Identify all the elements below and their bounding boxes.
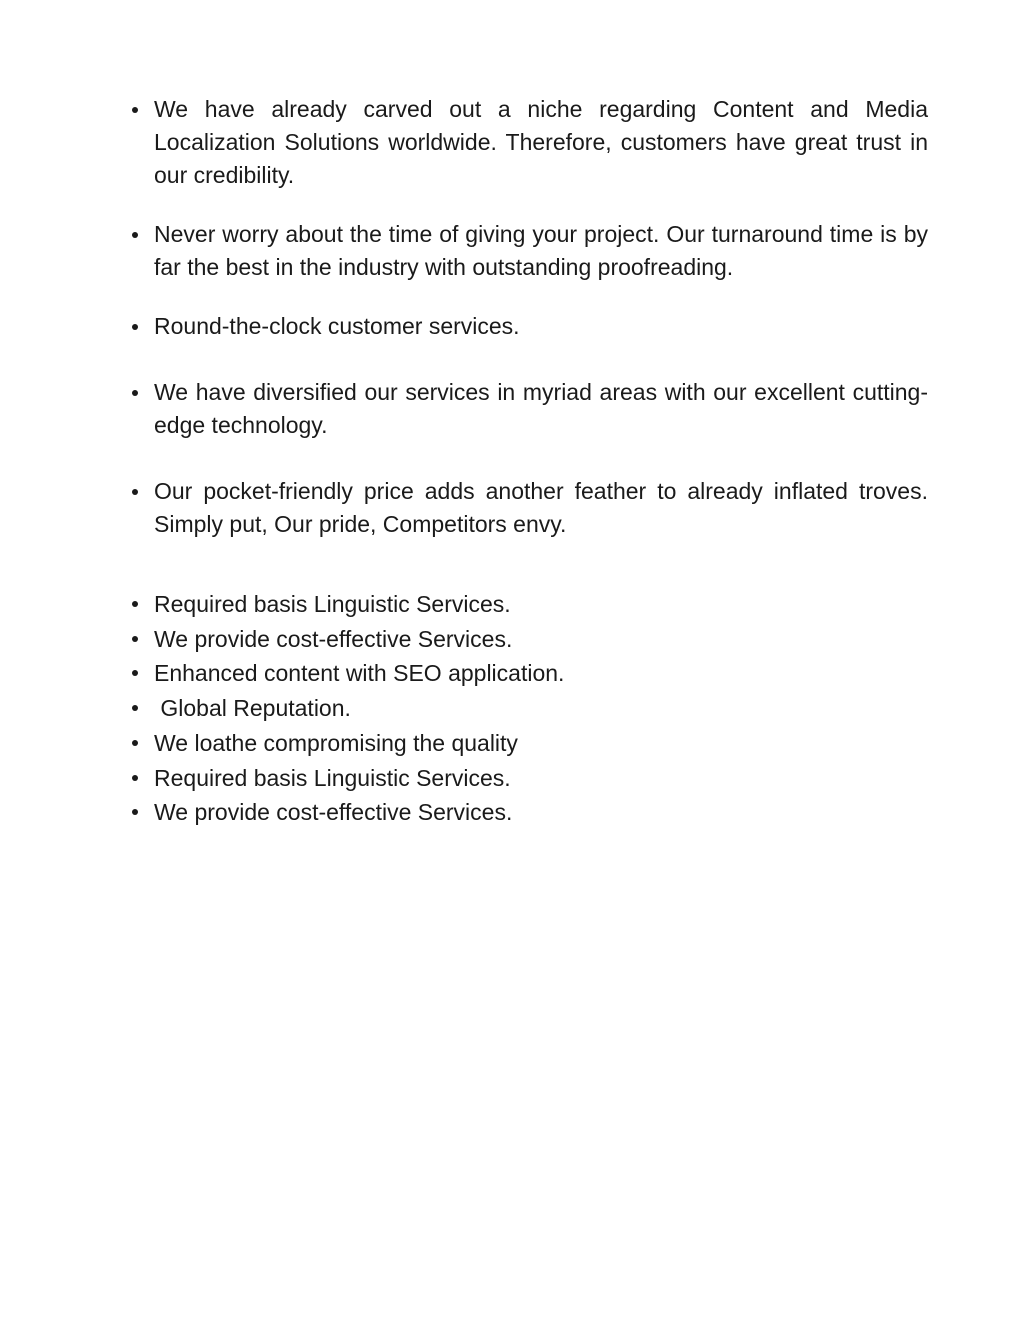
bullet-icon — [132, 809, 138, 815]
list-item-text: Never worry about the time of giving your project. Our turnaround time is by far the best in the industry with outstanding proofreading. — [154, 221, 928, 280]
list-item-text: We have diversified our services in myriad areas with our excellent cutting-edge technology. — [154, 379, 928, 438]
list-item-text: Our pocket-friendly price adds another feather to already inflated troves. Simply put, Our pride, Competitors envy. — [154, 478, 928, 537]
bullet-icon — [132, 670, 138, 676]
list-item — [130, 587, 928, 622]
bullet-icon — [132, 390, 138, 396]
list-item-text: Required basis Linguistic Services. — [154, 591, 511, 617]
list-item — [130, 656, 928, 691]
list-item — [130, 218, 928, 284]
list-item-text: Round-the-clock customer services. — [154, 313, 520, 339]
bullet-icon — [132, 232, 138, 238]
list-item — [130, 691, 928, 726]
bullet-icon — [132, 636, 138, 642]
list-item-text: We provide cost-effective Services. — [154, 799, 513, 826]
list-item — [130, 726, 928, 761]
list-item-text: Global Reputation. — [154, 695, 351, 722]
list-item-text: We loathe compromising the quality — [154, 729, 518, 756]
bullet-icon — [132, 775, 138, 781]
list-item-text: Enhanced content with SEO application. — [154, 660, 565, 687]
bullet-icon — [132, 601, 138, 607]
bullet-icon — [132, 705, 138, 711]
bullet-icon — [132, 489, 138, 495]
paragraph-bullet-list — [130, 93, 928, 567]
list-item-text: We provide cost-effective Services. — [154, 625, 513, 652]
bullet-icon — [132, 107, 138, 113]
list-item — [130, 795, 928, 830]
list-item — [130, 622, 928, 657]
list-item — [130, 93, 928, 192]
bullet-icon — [132, 740, 138, 746]
list-item-text: Required basis Linguistic Services. — [154, 764, 511, 791]
list-item-text: We have already carved out a niche regarding Content and Media Localization Solutions worldwide. Therefore, customers have great trust in our credibility. — [154, 96, 928, 188]
list-item — [130, 376, 928, 442]
list-item — [130, 310, 928, 343]
list-item — [130, 475, 928, 541]
short-bullet-list — [130, 587, 928, 830]
bullet-icon — [132, 324, 138, 330]
list-item — [130, 761, 928, 796]
